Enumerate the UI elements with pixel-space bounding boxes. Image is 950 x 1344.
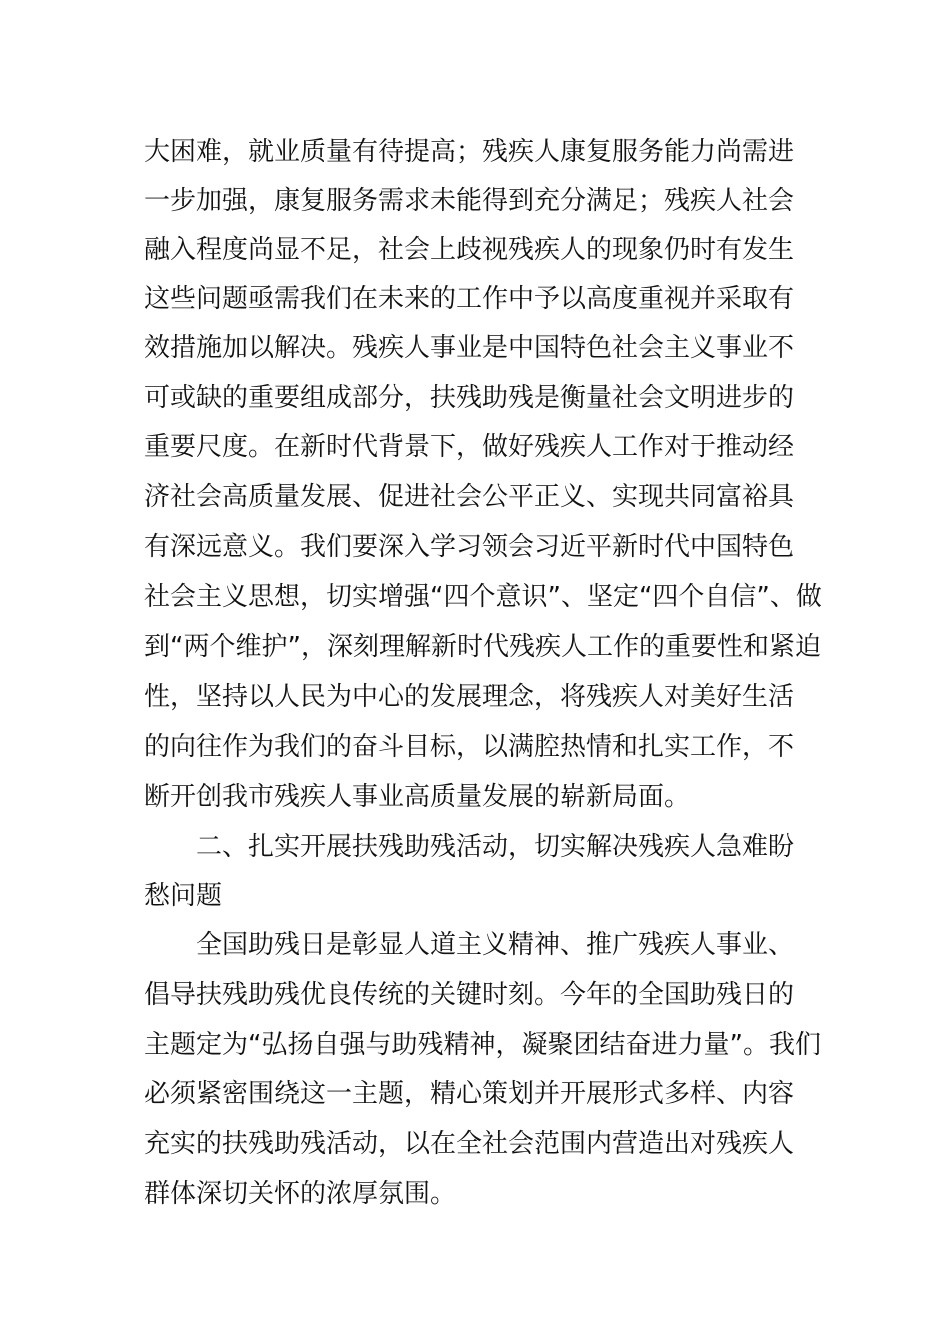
text-line: 群体深切关怀的浓厚氛围。 [144,1179,457,1209]
text-line: 充实的扶残助残活动，以在全社会范围内营造出对残疾人 [144,1129,795,1159]
text-line: 性，坚持以人民为中心的发展理念，将残疾人对美好生活 [144,682,795,712]
text-line: 断开创我市残疾人事业高质量发展的崭新局面。 [144,782,691,812]
text-line: 主题定为“弘扬自强与助残精神，凝聚团结奋进力量”。我们 [144,1030,821,1060]
text-line: 一步加强，康复服务需求未能得到充分满足；残疾人社会 [144,186,795,216]
text-line: 效措施加以解决。残疾人事业是中国特色社会主义事业不 [144,333,795,363]
section-heading-continuation: 愁问题 [144,881,223,911]
text-line: 这些问题亟需我们在未来的工作中予以高度重视并采取有 [144,284,795,314]
text-line: 倡导扶残助残优良传统的关键时刻。今年的全国助残日的 [144,980,795,1010]
section-heading: 二、扎实开展扶残助残活动，切实解决残疾人急难盼 [196,832,795,862]
text-line: 社会主义思想，切实增强“四个意识”、坚定“四个自信”、做 [144,582,822,612]
text-line: 到“两个维护”，深刻理解新时代残疾人工作的重要性和紧迫 [144,632,821,662]
text-line: 重要尺度。在新时代背景下，做好残疾人工作对于推动经 [144,432,795,462]
text-line: 有深远意义。我们要深入学习领会习近平新时代中国特色 [144,532,795,562]
text-line: 大困难，就业质量有待提高；残疾人康复服务能力尚需进 [144,137,795,167]
text-line: 济社会高质量发展、促进社会公平正义、实现共同富裕具 [144,482,795,512]
text-line: 的向往作为我们的奋斗目标，以满腔热情和扎实工作，不 [144,732,795,762]
text-line: 融入程度尚显不足，社会上歧视残疾人的现象仍时有发生 [144,235,795,265]
text-line: 可或缺的重要组成部分，扶残助残是衡量社会文明进步的 [144,383,795,413]
text-line: 必须紧密围绕这一主题，精心策划并开展形式多样、内容 [144,1079,795,1109]
paragraph-first-line: 全国助残日是彰显人道主义精神、推广残疾人事业、 [196,930,795,960]
